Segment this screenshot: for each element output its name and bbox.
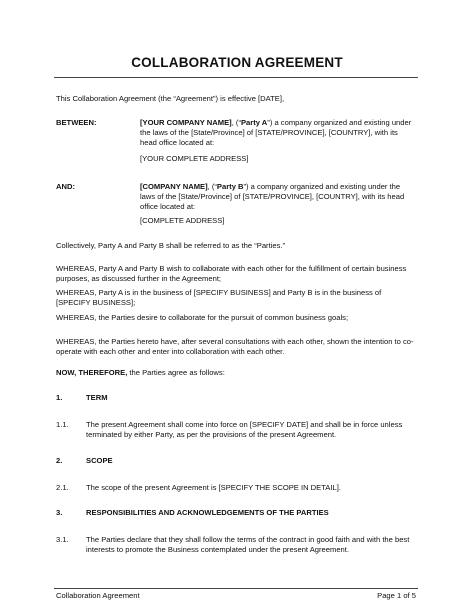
document-title: COLLABORATION AGREEMENT (131, 55, 343, 70)
now-therefore-paragraph (56, 368, 416, 378)
clause-2-1-number: 2.1. (56, 483, 69, 492)
clause-3-1-number: 3.1. (56, 535, 69, 544)
party-b-name: [COMPANY NAME] (140, 182, 208, 191)
party-a-address: [YOUR COMPLETE ADDRESS] (140, 154, 249, 163)
section-2-number: 2. (56, 456, 63, 465)
party-b-paragraph (140, 182, 416, 212)
party-a-alias: Party A (240, 118, 268, 127)
party-a-name: [YOUR COMPANY NAME] (140, 118, 232, 127)
footer-divider (54, 588, 418, 589)
clause-2-1-text: The scope of the present Agreement is [SPECIFY THE SCOPE IN DETAIL]. (86, 483, 341, 492)
and-label: AND: (56, 182, 75, 191)
intro-paragraph: This Collaboration Agreement (the “Agreement”) is effective [DATE], (56, 94, 285, 103)
section-2-title: SCOPE (86, 456, 113, 465)
clause-3-1-text: The Parties declare that they shall follow the terms of the contract in good faith and with the best interests to promote the Business contemplated under the present Agreement. (86, 535, 410, 554)
party-a-mid: , (“ (231, 118, 241, 127)
section-1-number: 1. (56, 393, 63, 402)
title-divider (54, 77, 418, 78)
footer-page-number: Page 1 of 5 (377, 591, 416, 600)
now-therefore-text: the Parties agree as follows: (127, 368, 225, 377)
recital-collectively: Collectively, Party A and Party B shall be referred to as the “Parties.” (56, 241, 286, 250)
party-b-address: [COMPLETE ADDRESS] (140, 216, 225, 225)
section-1-title: TERM (86, 393, 108, 402)
recital-whereas-1: WHEREAS, Party A and Party B wish to collaborate with each other for the fulfillment of certain business purposes, as discussed further in the Agreement; (56, 264, 407, 283)
recital-whereas-3: WHEREAS, the Parties desire to collaborate for the pursuit of common business goals; (56, 313, 349, 322)
between-label: BETWEEN: (56, 118, 97, 127)
party-b-description: ”) a company organized and existing under the laws of the [State/Province] of [STATE/PROVINCE], [COUNTRY], with its head office located at: (140, 182, 405, 211)
footer-document-name: Collaboration Agreement (56, 591, 140, 600)
party-b-mid: , (“ (207, 182, 217, 191)
party-a-paragraph (140, 118, 416, 148)
section-3-title: RESPONSIBILITIES AND ACKNOWLEDGEMENTS OF THE PARTIES (86, 508, 329, 517)
party-b-alias: Party B (216, 182, 244, 191)
party-a-description: ”) a company organized and existing under the laws of the [State/Province] of [STATE/PROVINCE], [COUNTRY], with its head office located at: (140, 118, 412, 147)
recital-whereas-4: WHEREAS, the Parties hereto have, after several consultations with each other, shown the intention to co-operate with each other and enter into collaboration with each other. (56, 337, 414, 356)
now-therefore-lead: NOW, THEREFORE, (56, 368, 128, 377)
clause-1-1-text: The present Agreement shall come into force on [SPECIFY DATE] and shall be in force unless terminated by either Party, as per the provisions of the present Agreement. (86, 420, 403, 439)
recital-whereas-2: WHEREAS, Party A is in the business of [SPECIFY BUSINESS] and Party B is in the business of [SPECIFY BUSINESS]; (56, 288, 382, 307)
clause-1-1-number: 1.1. (56, 420, 69, 429)
section-3-number: 3. (56, 508, 63, 517)
